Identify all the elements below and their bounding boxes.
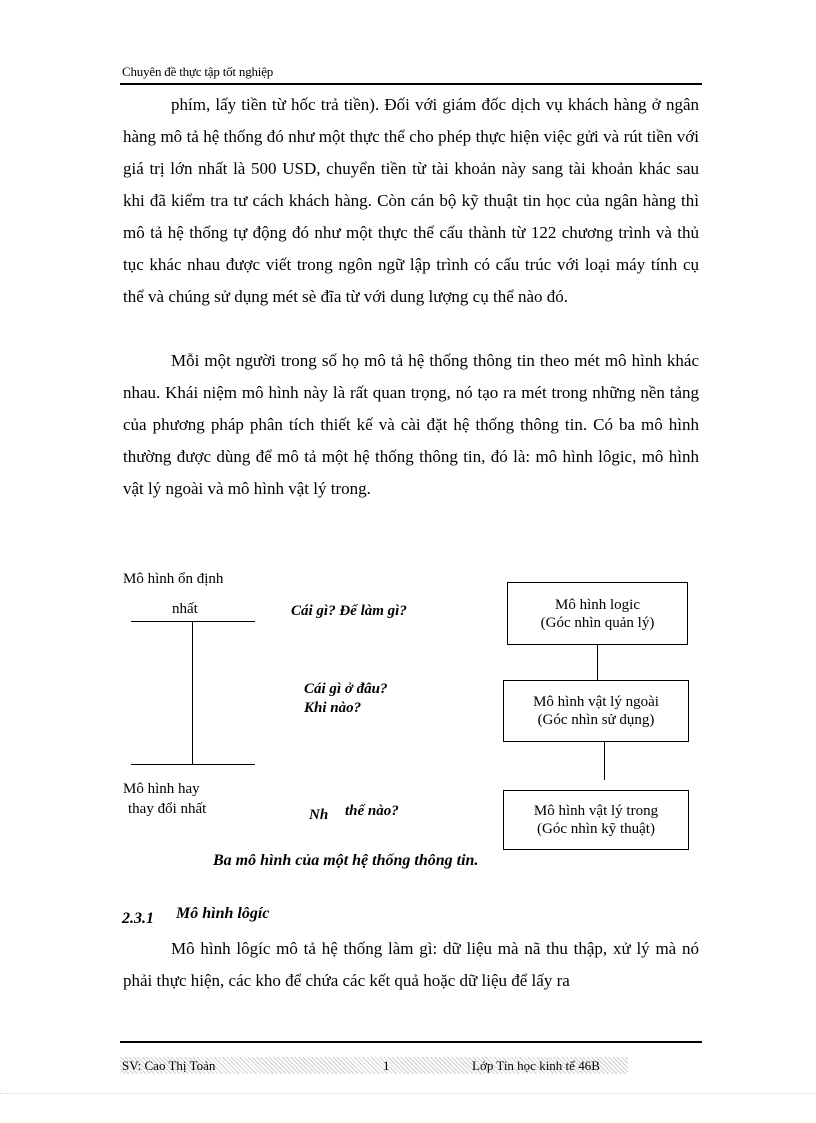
question-external-1: Cái gì ở đâu?: [304, 681, 388, 697]
internal-physical-model-box: [503, 790, 689, 850]
body-paragraph-2: Mỗi một người trong số họ mô tả hệ thống thông tin theo mét mô hình khác nhau. Khái niệm mô hình này là rất quan trọng, nó tạo ra mét trong những nền tảng của phương pháp phân tích thiết kế và cài đặt hệ thống thông tin. Có ba mô hình thường được dùng để mô tả một hệ thống thông tin, đó là: mô hình lôgic, mô hình vật lý ngoài và mô hình vật lý trong.: [123, 351, 699, 498]
question-logic: Cái gì? Để làm gì?: [291, 603, 407, 619]
connector-external-internal: [604, 742, 605, 780]
bottom-scale-line: [131, 764, 255, 765]
stable-model-label: Mô hình ổn định: [123, 571, 224, 587]
footer-page-number: 1: [383, 1058, 390, 1073]
internal-model-title: Mô hình vật lý trong: [533, 803, 659, 819]
footer-class: Lớp Tin học kinh tế 46B: [472, 1058, 600, 1073]
changing-model-label-2: thay đổi nhất: [128, 801, 207, 817]
page-edge: [0, 1093, 816, 1094]
page-footer: [120, 1057, 628, 1074]
logic-model-title: Mô hình logic: [555, 596, 640, 613]
changing-model-label: Mô hình hay: [123, 781, 200, 797]
running-header: Chuyên đề thực tập tốt nghiệp: [122, 64, 274, 79]
figure-caption: Ba mô hình của một hệ thống thông tin.: [213, 852, 479, 869]
question-internal-a: Nh: [309, 807, 329, 823]
external-model-title: Mô hình vật lý ngoài: [533, 694, 659, 710]
scale-axis-line: [192, 622, 193, 764]
body-paragraph-3: Mô hình lôgíc mô tả hệ thống làm gì: dữ liệu mà nã thu thập, xử lý mà nó phải thực hiện, các kho để chứa các kết quả hoặc dữ liệu để lấy ra: [123, 939, 699, 990]
connector-logic-external: [597, 645, 598, 680]
question-external-2: Khi nào?: [304, 700, 362, 716]
logic-model-subtitle: (Góc nhìn quản lý): [540, 614, 655, 631]
footer-divider: [120, 1041, 702, 1043]
stable-model-label-2: nhất: [172, 601, 198, 617]
internal-model-subtitle: (Góc nhìn kỹ thuật): [537, 821, 655, 837]
body-paragraph-1: phím, lấy tiền từ hốc trả tiền). Đối với giám đốc dịch vụ khách hàng ở ngân hàng mô tả hệ thống đó như một thực thể cho phép thực hiện việc gửi và rút tiền với giá trị lớn nhất là 500 USD, chuyển tiền từ tài khoản này sang tài khoản khác sau khi đã kiểm tra tư cách khách hàng. Còn cán bộ kỹ thuật tin học của ngân hàng thì mô tả hệ thống tự động đó như một thực thể cấu thành từ 122 chương trình và thủ tục khác nhau được viết trong ngôn ngữ lập trình có cấu trúc với loại máy tính cụ thể và chúng sử dụng mét sè đĩa từ với dung lượng cụ thể nào đó.: [123, 95, 699, 306]
top-scale-line: [131, 621, 255, 622]
logic-model-box: [507, 582, 688, 645]
footer-author: SV: Cao Thị Toản: [122, 1058, 216, 1073]
external-model-subtitle: (Góc nhìn sử dụng): [537, 712, 655, 728]
section-number: 2.3.1: [122, 910, 154, 927]
external-physical-model-box: [503, 680, 689, 742]
header-divider: [120, 83, 702, 85]
question-internal-b: thế nào?: [345, 803, 399, 819]
section-title: Mô hình lôgíc: [176, 905, 270, 922]
